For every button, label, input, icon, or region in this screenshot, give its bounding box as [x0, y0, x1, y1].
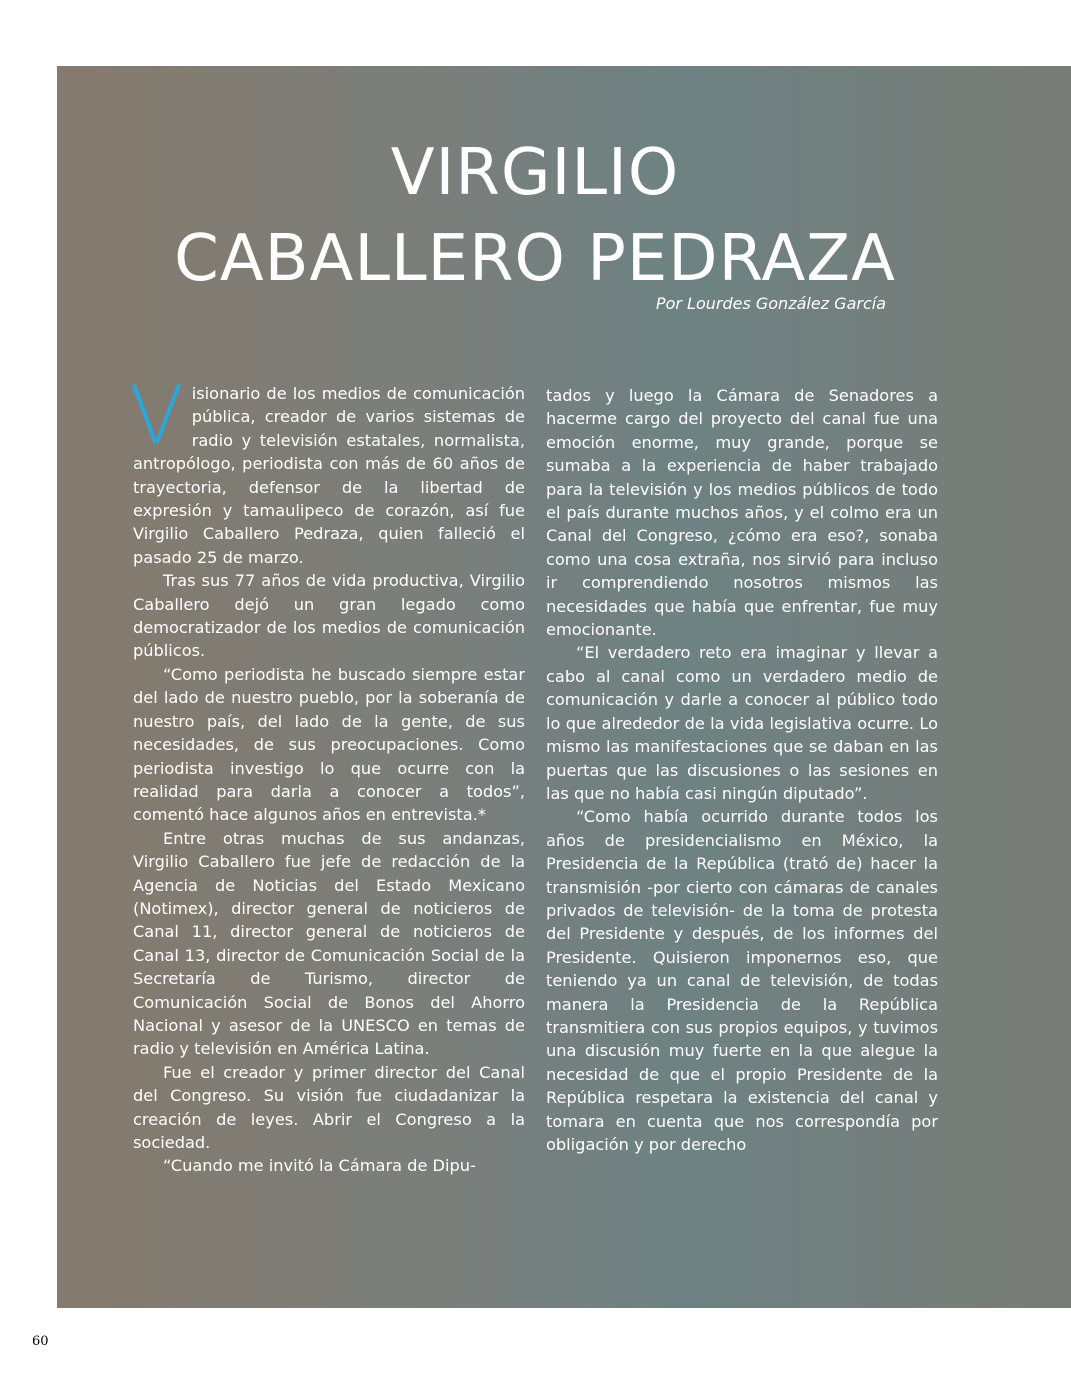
paragraph-text: isionario de los medios de comunicación pública, creador de varios sistemas de radio y televisión estatales, normalista, antropólogo, periodista con más de 60 años de trayectoria, defensor de la libertad de expresión y tamaulipeco de corazón, así fue Virgilio Caballero Pedraza, quien falleció el pasado 25 de marzo.: [133, 384, 525, 567]
paragraph: “El verdadero reto era imaginar y llevar a cabo al canal como un verdadero medio de comunicación y darle a conocer al público todo lo que alrededor de la vida legislativa ocurre. Lo mismo las manifestaciones que se daban en las puertas que las discusiones o las sesiones en las que no había casi ningún diputado”.: [546, 643, 938, 803]
article-title-line-2: CABALLERO PEDRAZA: [174, 222, 896, 296]
drop-cap: V: [129, 369, 184, 462]
paragraph: Fue el creador y primer director del Canal del Congreso. Su visión fue ciudadanizar la creación de leyes. Abrir el Congreso a la sociedad.: [133, 1062, 525, 1152]
byline: Por Lourdes González García: [655, 294, 886, 313]
article-title-line-1: VIRGILIO: [390, 136, 680, 210]
paragraph: tados y luego la Cámara de Senadores a hacerme cargo del proyecto del canal fue una emoción enorme, muy grande, porque se sumaba a la experiencia de haber trabajado para la televisión y los medios públicos de todo el país durante muchos años, y el colmo era un Canal del Congreso, ¿cómo era eso?, sonaba como una cosa extraña, nos sirvió para incluso ir comprendiendo nosotros mismos las necesidades que había que enfrentar, fue muy emocionante.: [546, 386, 938, 640]
right-column: [546, 384, 938, 1156]
left-column: [129, 369, 525, 1178]
paragraph: [129, 369, 525, 569]
paragraph: “Cuando me invitó la Cámara de Dipu-: [163, 1156, 476, 1176]
paragraph: “Como había ocurrido durante todos los años de presidencialismo en México, la Presidencia de la República (trató de) hacer la transmisión -por cierto con cámaras de canales privados de televisión- de la toma de protesta del Presidente y después, de los informes del Presidente. Quisieron imponernos eso, que teniendo ya un canal de televisión, de todas manera la Presidencia de la República transmitiera con sus propios equipos, y tuvimos una discusión muy fuerte en la que alegue la necesidad de que el propio Presidente de la República respetara la existencia del canal y tomara en cuenta que nos correspondía por obligación y por derecho: [546, 807, 938, 1154]
page-number: 60: [32, 1334, 49, 1349]
paragraph: “Como periodista he buscado siempre estar del lado de nuestro pueblo, por la soberanía de nuestro país, del lado de la gente, de sus necesidades, de sus preocupaciones. Como periodista investigo lo que ocurre con la realidad para darla a conocer a todos”, comentó hace algunos años en entrevista.*: [133, 664, 525, 825]
paragraph: Tras sus 77 años de vida productiva, Virgilio Caballero dejó un gran legado como democratizador de los medios de comunicación públicos.: [133, 571, 525, 661]
paragraph: Entre otras muchas de sus andanzas, Virgilio Caballero fue jefe de redacción de la Agencia de Noticias del Estado Mexicano (Notimex), director general de noticieros de Canal 11, director general de noticieros de Canal 13, director de Comunicación Social de la Secretaría de Turismo, director de Comunicación Social de Bonos del Ahorro Nacional y asesor de la UNESCO en temas de radio y televisión en América Latina.: [133, 828, 525, 1059]
